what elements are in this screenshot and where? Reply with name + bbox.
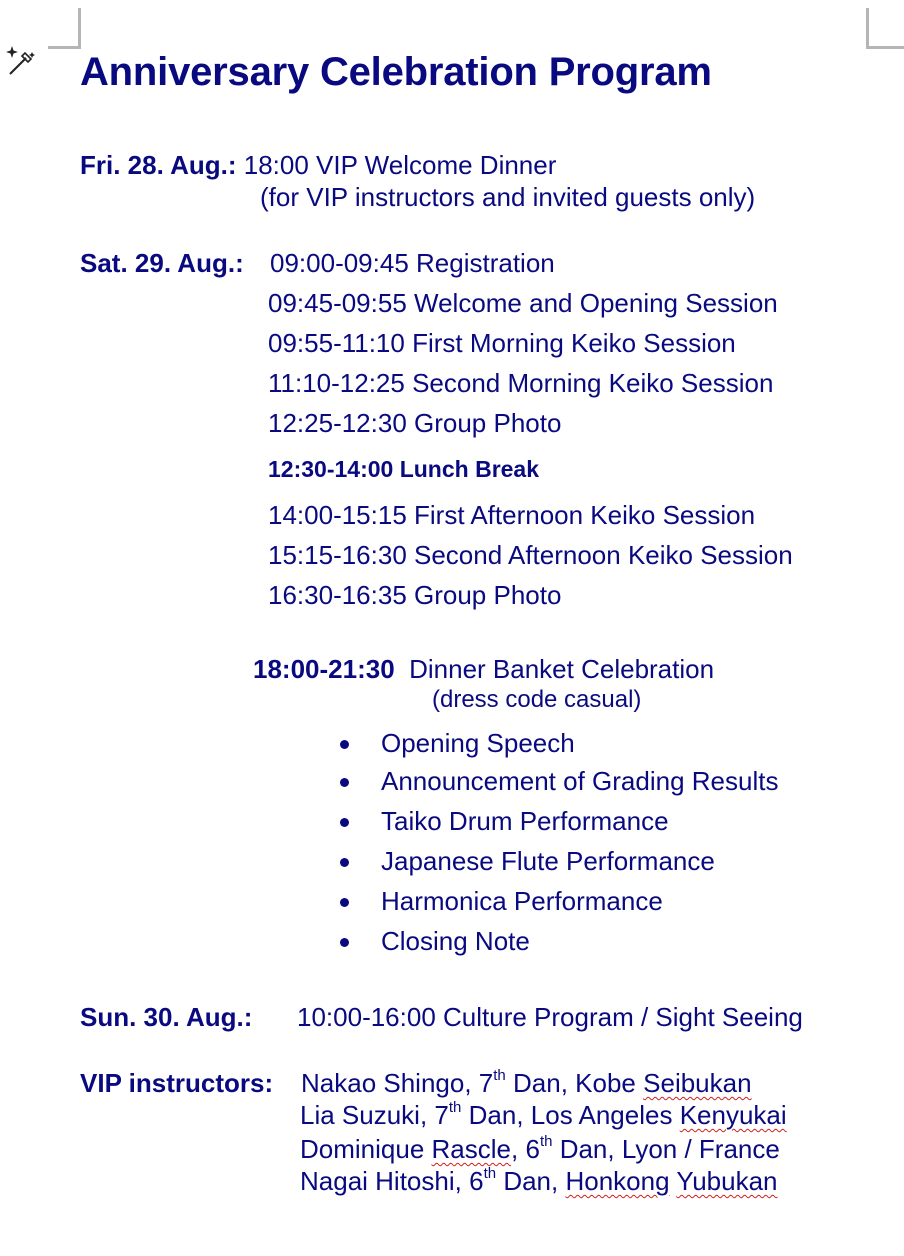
sat-lunch: 12:30-14:00 Lunch Break — [268, 456, 540, 482]
bullet-dot — [340, 818, 349, 827]
dinner-time: 18:00-21:30 — [253, 654, 395, 684]
instructor-name: Nagai Hitoshi — [300, 1166, 455, 1196]
instructor-place: Los Angeles — [530, 1100, 673, 1130]
sat-item: 14:00-15:15 First Afternoon Keiko Session — [268, 500, 756, 530]
spelling-flagged-word[interactable]: Yubukan — [676, 1166, 778, 1196]
rank-suffix: th — [493, 1067, 506, 1085]
sat-dinner — [253, 654, 714, 684]
vip-instructor: Lia Suzuki, 7th Dan, Los Angeles Kenyukai — [300, 1099, 787, 1130]
instructor-rank: 7 — [434, 1100, 449, 1130]
dan-label: Dan — [559, 1134, 608, 1164]
dress-code: (dress code casual) — [432, 686, 642, 713]
bullet-item: Japanese Flute Performance — [381, 846, 715, 876]
rank-suffix: th — [483, 1165, 497, 1183]
instructor-rank: 7 — [478, 1068, 494, 1098]
dinner-title: Dinner Banket Celebration — [409, 654, 715, 684]
crop-mark-top-right — [866, 8, 904, 49]
instructor-name: Dominique — [300, 1134, 425, 1164]
sun-text: 10:00-16:00 Culture Program / Sight Seeing — [297, 1002, 803, 1032]
sat-item: 12:25-12:30 Group Photo — [268, 408, 562, 438]
vip-instructor: Nagai Hitoshi, 6th Dan, Honkong Yubukan — [300, 1165, 778, 1196]
sat-item: 15:15-16:30 Second Afternoon Keiko Session — [268, 540, 793, 570]
bullet-dot — [340, 898, 349, 907]
bullet-item: Harmonica Performance — [381, 886, 663, 916]
page-title: Anniversary Celebration Program — [80, 50, 712, 94]
instructor-place: Kobe — [575, 1068, 636, 1098]
spelling-flagged-word[interactable]: Kenyukai — [679, 1100, 787, 1130]
sat-label: Sat. 29. Aug.: — [80, 248, 244, 278]
magic-wand-sparkle-icon[interactable] — [4, 44, 38, 78]
spelling-flagged-word[interactable]: Seibukan — [643, 1068, 752, 1098]
sat-item: 16:30-16:35 Group Photo — [268, 580, 562, 610]
bullet-dot — [340, 778, 349, 787]
vip-instructor: Dominique Rascle, 6th Dan, Lyon / France — [300, 1133, 780, 1164]
bullet-dot — [340, 858, 349, 867]
vip-label: VIP instructors: — [80, 1068, 274, 1098]
rank-suffix: th — [448, 1099, 462, 1117]
sat-item: 09:45-09:55 Welcome and Opening Session — [268, 288, 778, 318]
bullet-dot — [340, 938, 349, 947]
bullet-dot — [340, 740, 349, 749]
sat-item: 09:00-09:45 Registration — [270, 248, 555, 278]
instructor-name: Lia Suzuki — [300, 1100, 420, 1130]
sat-item: 11:10-12:25 Second Morning Keiko Session — [268, 368, 774, 398]
rank-suffix: th — [539, 1133, 553, 1151]
instructor-name: Nakao Shingo — [301, 1068, 465, 1098]
sun-label: Sun. 30. Aug.: — [80, 1002, 253, 1032]
instructor-place: Lyon / France — [621, 1134, 780, 1164]
spelling-flagged-word[interactable]: Honkong — [565, 1166, 670, 1196]
fri-note: (for VIP instructors and invited guests only) — [260, 182, 756, 212]
instructor-rank: 6 — [525, 1134, 540, 1164]
dan-label: Dan — [468, 1100, 517, 1130]
fri-event: 18:00 VIP Welcome Dinner — [243, 150, 557, 180]
bullet-item: Taiko Drum Performance — [381, 806, 669, 836]
dan-label: Dan — [513, 1068, 561, 1098]
fri-label: Fri. 28. Aug.: — [80, 150, 237, 180]
sat-item: 09:55-11:10 First Morning Keiko Session — [268, 328, 736, 358]
fri-line-1 — [80, 150, 556, 180]
spelling-flagged-word[interactable]: Rascle — [431, 1134, 512, 1164]
dan-label: Dan — [503, 1166, 552, 1196]
bullet-item: Closing Note — [381, 926, 530, 956]
vip-instructor: Nakao Shingo, 7th Dan, Kobe Seibukan — [301, 1067, 752, 1098]
crop-mark-top-left — [48, 8, 81, 49]
bullet-item: Opening Speech — [381, 728, 575, 758]
instructor-rank: 6 — [469, 1166, 484, 1196]
bullet-item: Announcement of Grading Results — [381, 766, 779, 796]
